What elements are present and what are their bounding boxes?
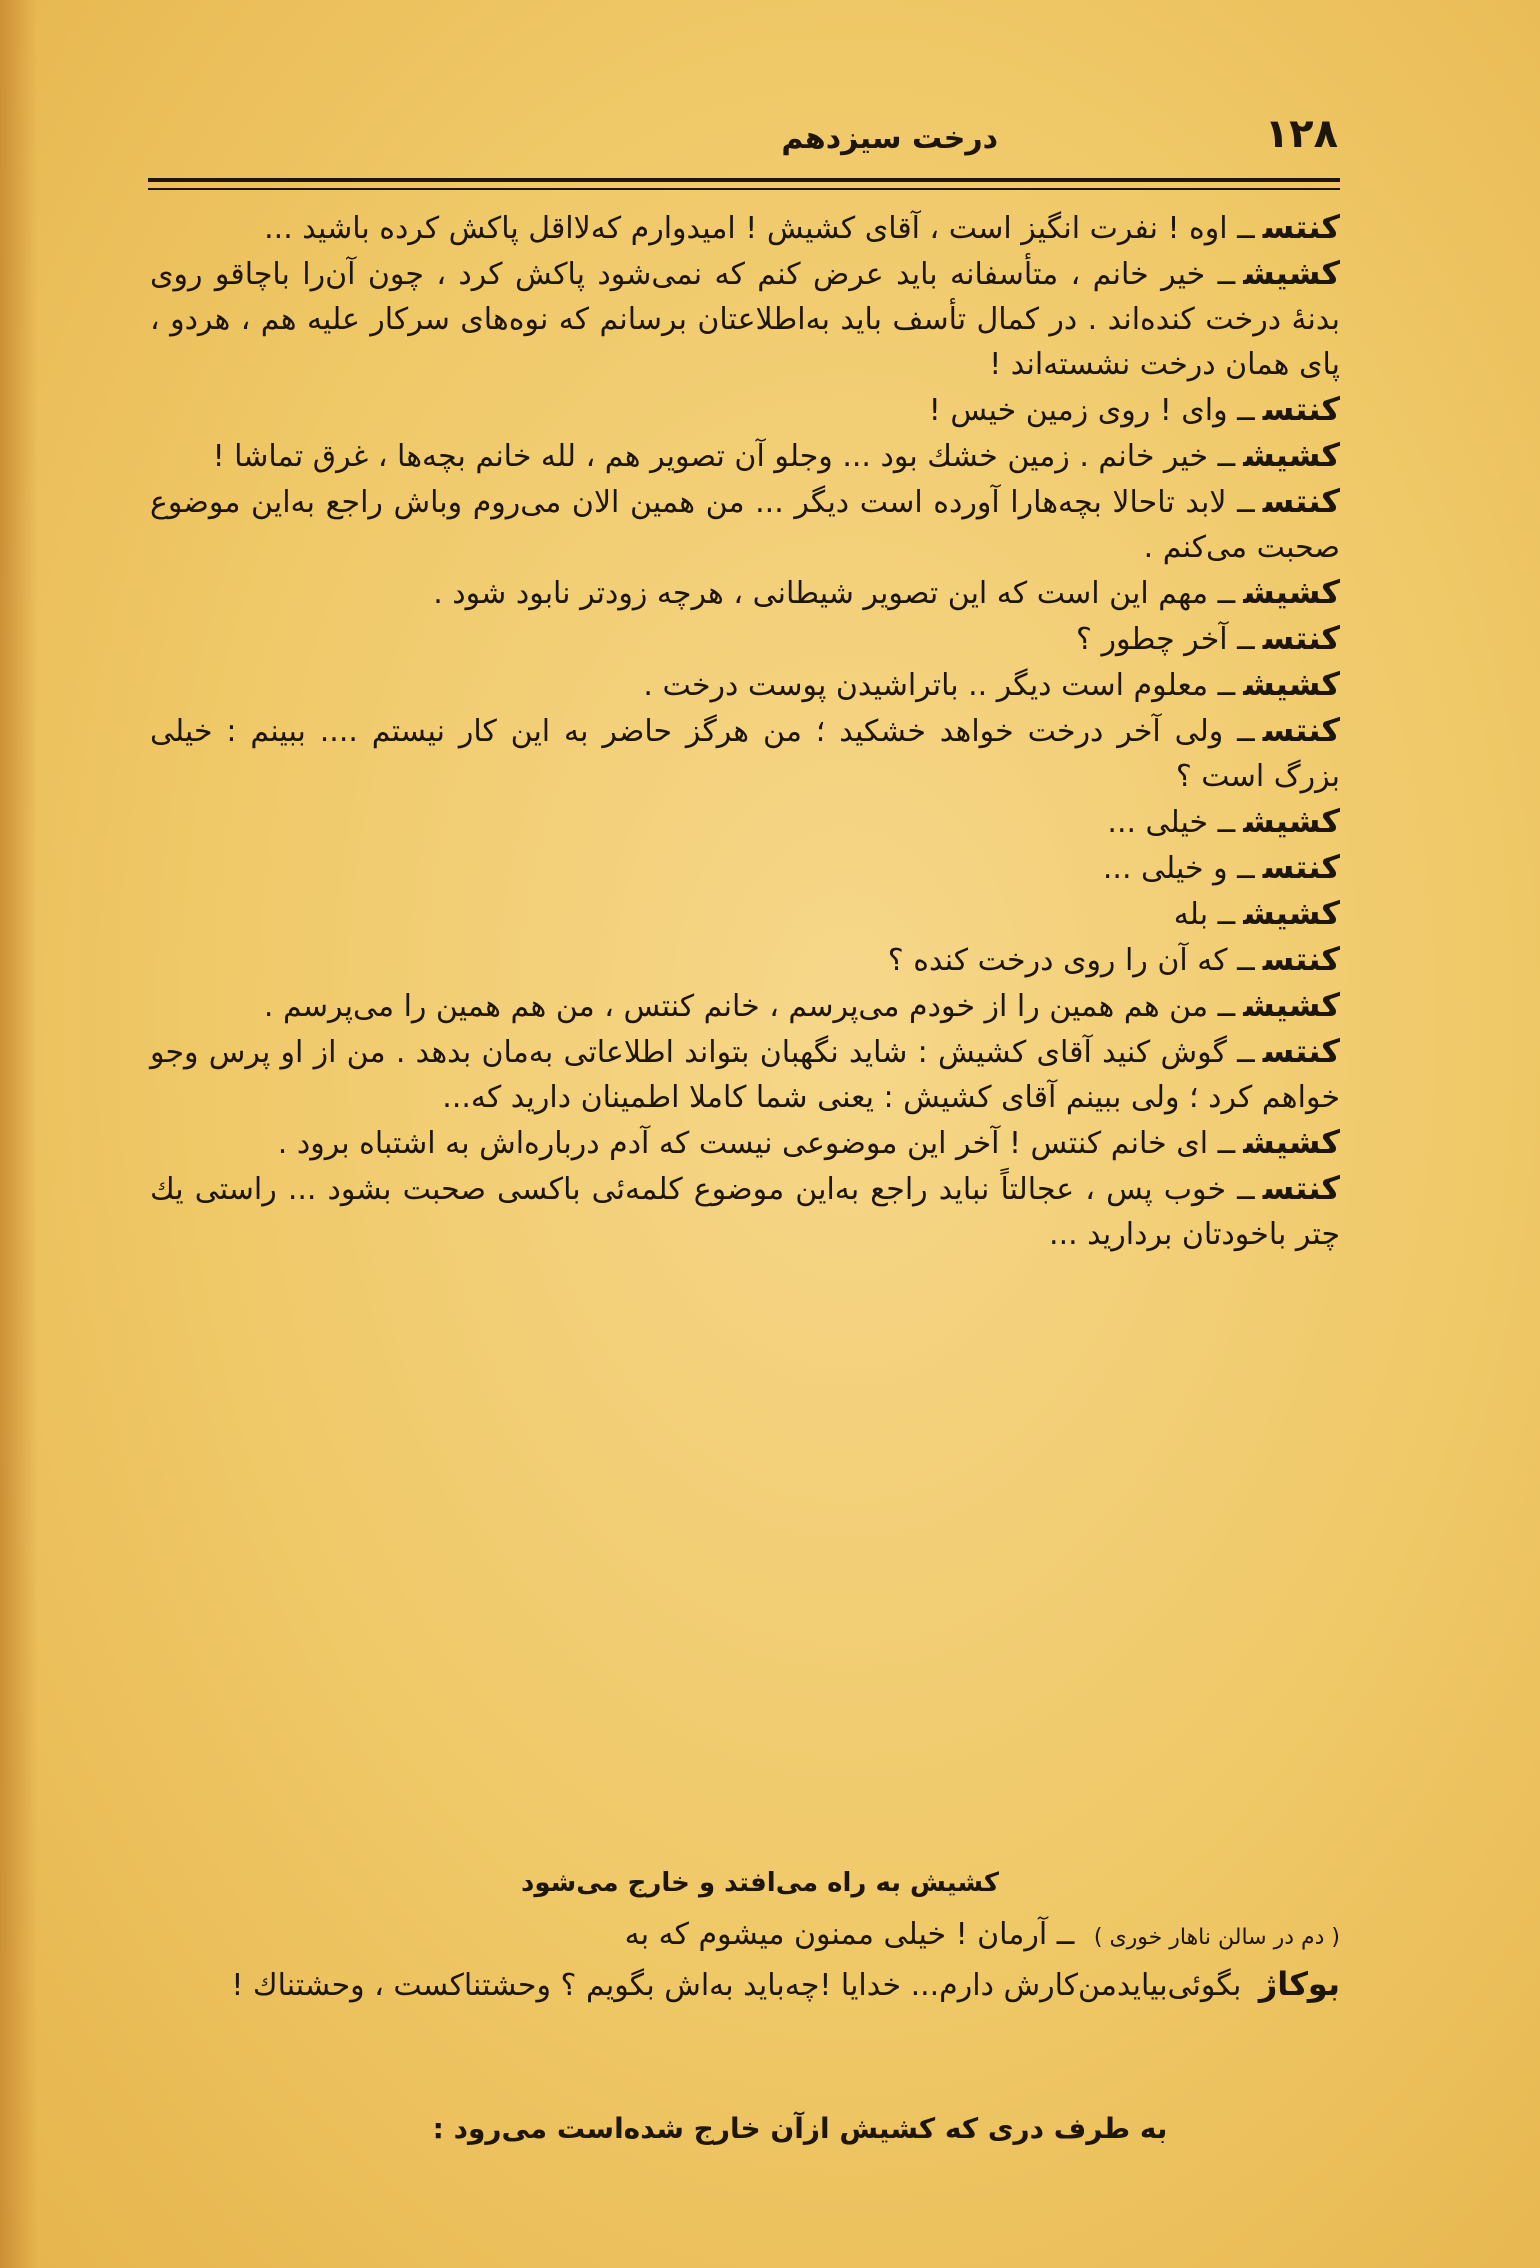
line-text: ــ ولی آخر درخت خواهد خشکید ؛ من هرگز حاضر به این کار نیستم .... ببینم : خیلی بزرگ است ؟ (150, 714, 1340, 794)
line-text: ــ ای خانم کنتس ! آخر این موضوعی نیست که آدم درباره‌اش به اشتباه برود . (277, 1126, 1236, 1161)
page-number: ۱۲۸ (1264, 111, 1338, 157)
closing-lines (150, 1912, 1340, 2009)
speaker-name: کشیش (1243, 802, 1340, 840)
tail-speech-text: بگوئی‌بیایدمن‌کارش دارم... خدایا !چه‌باید به‌اش بگویم ؟ وحشتناکست ، وحشتناك ! (231, 1968, 1242, 2003)
speaker-name: کنتس (1262, 711, 1340, 749)
line-text: ــ معلوم است دیگر .. باتراشیدن پوست درخت . (643, 668, 1236, 703)
line-text: ــ خوب پس ، عجالتاً نباید راجع به‌این موضوع کلمه‌ئی باکسی صحبت بشود ... راستی یك چتر باخودتان بردارید ... (150, 1172, 1340, 1252)
dialogue-line (150, 570, 1340, 616)
speaker-name: کشیش (1243, 436, 1340, 474)
speaker-name: کشیش (1243, 573, 1340, 611)
line-text: ــ بله (1173, 897, 1236, 932)
dialogue-line (150, 662, 1340, 708)
header-rule-thick (148, 178, 1340, 182)
tail-first-line (150, 1912, 1340, 1961)
dialogue-line (150, 937, 1340, 983)
speaker-name: بوکاژ (1258, 1965, 1340, 2003)
dialogue-line (150, 251, 1340, 387)
dialogue-line (150, 1120, 1340, 1166)
dialogue-line (150, 433, 1340, 479)
line-text: ــ مهم این است که این تصویر شیطانی ، هرچه زودتر نابود شود . (433, 576, 1236, 611)
dialogue-line (150, 387, 1340, 433)
line-text: ــ وای ! روی زمین خیس ! (928, 393, 1255, 428)
stage-direction-exit: کشیش به راه می‌افتد و خارج می‌شود (521, 1868, 999, 1898)
line-text: ــ خیر خانم ، متأسفانه باید عرض کنم که نمی‌شود پاکش کرد ، چون آن‌را باچاقو روی بدنهٔ درخت کنده‌اند . در کمال تأسف باید به‌اطلاعتان برسانم که نوه‌های سرکار علیه هم ، هردو ، پای همان درخت نشسته‌اند ! (150, 257, 1340, 382)
dialogue-line (150, 616, 1340, 662)
running-title: درخت سیزدهم (781, 121, 998, 156)
tail-line-text: ــ آرمان ! خیلی ممنون میشوم که به (624, 1917, 1075, 1952)
speaker-name: کشیش (1243, 1123, 1340, 1161)
dialogue-body (150, 205, 1340, 1257)
speaker-name: کنتس (1262, 390, 1340, 428)
dialogue-line (150, 845, 1340, 891)
tail-speech (150, 1961, 1340, 2009)
speaker-name: کشیش (1243, 894, 1340, 932)
page-edge-shadow (0, 0, 38, 2268)
dialogue-line (150, 799, 1340, 845)
speaker-name: کنتس (1262, 619, 1340, 657)
line-text: ــ خیر خانم . زمین خشك بود ... وجلو آن تصویر هم ، لله خانم بچه‌ها ، غرق تماشا ! (212, 439, 1236, 474)
stage-aside: ( دم در سالن ناهار خوری ) (1093, 1925, 1340, 1950)
line-text: ــ آخر چطور ؟ (1076, 622, 1255, 657)
dialogue-line (150, 205, 1340, 251)
line-text: ــ خیلی ... (1107, 805, 1236, 840)
speaker-name: کنتس (1262, 1032, 1340, 1070)
page-header (148, 105, 1338, 185)
speaker-name: کنتس (1262, 940, 1340, 978)
dialogue-line (150, 1166, 1340, 1257)
speaker-name: کشیش (1243, 665, 1340, 703)
speaker-name: کنتس (1262, 208, 1340, 246)
speaker-name: کنتس (1262, 1169, 1340, 1207)
line-text: ــ من هم همین را از خودم می‌پرسم ، خانم کنتس ، من هم همین را می‌پرسم . (263, 989, 1236, 1024)
header-rule-thin (148, 188, 1340, 190)
dialogue-line (150, 1029, 1340, 1120)
line-text: ــ گوش کنید آقای کشیش : شاید نگهبان بتواند اطلاعاتی به‌مان بدهد . من از او پرس وجو خواهم کرد ؛ ولی ببینم آقای کشیش : یعنی شما کاملا اطمینان دارید که... (150, 1035, 1340, 1115)
dialogue-line (150, 479, 1340, 570)
line-text: ــ که آن را روی درخت کنده ؟ (887, 943, 1255, 978)
line-text: ــ و خیلی ... (1102, 851, 1255, 886)
dialogue-line (150, 983, 1340, 1029)
line-text: ــ اوه ! نفرت انگیز است ، آقای کشیش ! امیدوارم که‌لااقل پاکش کرده باشید ... (264, 211, 1255, 246)
stage-direction-final: به طرف دری که کشیش ازآن خارج شده‌است می‌رود : (432, 2112, 1168, 2145)
speaker-name: کشیش (1243, 254, 1340, 292)
line-text: ــ لابد تاحالا بچه‌هارا آورده است دیگر ... من همین الان می‌روم وباش راجع به‌این موضوع صحبت می‌کنم . (150, 485, 1340, 565)
speaker-name: کشیش (1243, 986, 1340, 1024)
dialogue-line (150, 891, 1340, 937)
speaker-name: کنتس (1262, 482, 1340, 520)
dialogue-line (150, 708, 1340, 799)
speaker-name: کنتس (1262, 848, 1340, 886)
